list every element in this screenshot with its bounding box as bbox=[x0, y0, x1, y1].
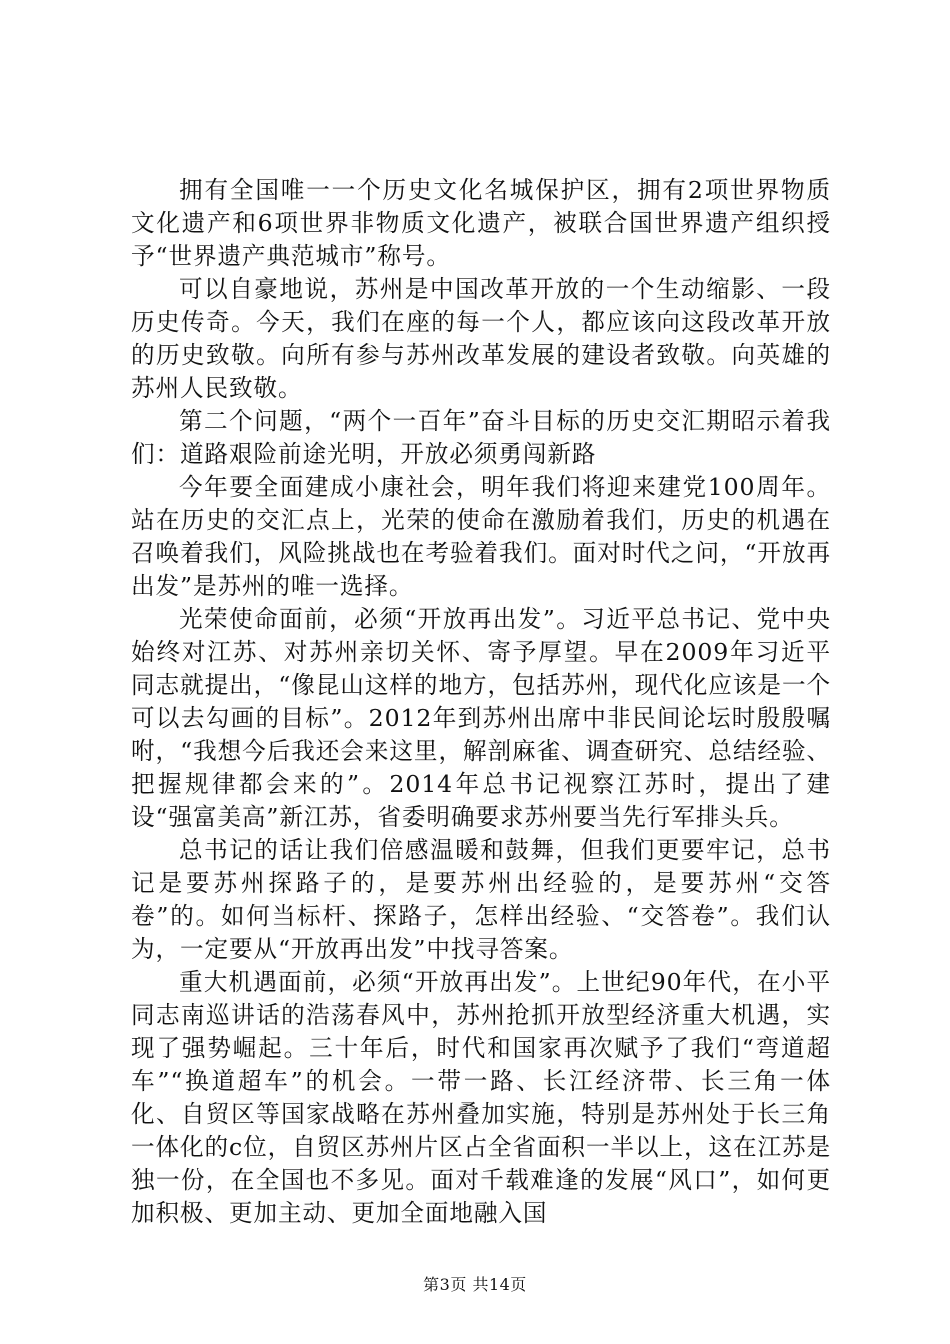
paragraph: 拥有全国唯一一个历史文化名城保护区，拥有2项世界物质文化遗产和6项世界非物质文化遗产，被联合国世界遗产组织授予“世界遗产典范城市”称号。 bbox=[131, 176, 831, 270]
paragraph: 可以自豪地说，苏州是中国改革开放的一个生动缩影、一段历史传奇。今天，我们在座的每一个人，都应该向这段改革开放的历史致敬。向所有参与苏州改革发展的建设者致敬。向英雄的苏州人民致敬。 bbox=[131, 275, 831, 402]
paragraph: 今年要全面建成小康社会，明年我们将迎来建党100周年。站在历史的交汇点上，光荣的使命在激励着我们，历史的机遇在召唤着我们，风险挑战也在考验着我们。面对时代之问，“开放再出发”是苏州的唯一选择。 bbox=[131, 473, 831, 600]
page-number-footer: 第3页 共14页 bbox=[423, 1275, 527, 1294]
section-heading-paragraph: 第二个问题，“两个一百年”奋斗目标的历史交汇期昭示着我们：道路艰险前途光明，开放必须勇闯新路 bbox=[131, 407, 831, 468]
paragraph: 光荣使命面前，必须“开放再出发”。习近平总书记、党中央始终对江苏、对苏州亲切关怀、寄予厚望。早在2009年习近平同志就提出，“像昆山这样的地方，包括苏州，现代化应该是一个可以去勾画的目标”。2012年到苏州出席中非民间论坛时殷殷嘱咐，“我想今后我还会来这里，解剖麻雀、调查研究、总结经验、把握规律都会来的”。2014年总书记视察江苏时，提出了建设“强富美高”新江苏，省委明确要求苏州要当先行军排头兵。 bbox=[131, 605, 831, 831]
paragraph: 总书记的话让我们倍感温暖和鼓舞，但我们更要牢记，总书记是要苏州探路子的，是要苏州出经验的，是要苏州“交答卷”的。如何当标杆、探路子，怎样出经验、“交答卷”。我们认为，一定要从“开放再出发”中找寻答案。 bbox=[131, 836, 831, 963]
document-body bbox=[131, 174, 831, 1230]
paragraph: 重大机遇面前，必须“开放再出发”。上世纪90年代，在小平同志南巡讲话的浩荡春风中，苏州抢抓开放型经济重大机遇，实现了强势崛起。三十年后，时代和国家再次赋予了我们“弯道超车”“换道超车”的机会。一带一路、长江经济带、长三角一体化、自贸区等国家战略在苏州叠加实施，特别是苏州处于长三角一体化的c位，自贸区苏州片区占全省面积一半以上，这在江苏是独一份，在全国也不多见。面对千载难逢的发展“风口”，如何更加积极、更加主动、更加全面地融入国 bbox=[131, 968, 831, 1227]
